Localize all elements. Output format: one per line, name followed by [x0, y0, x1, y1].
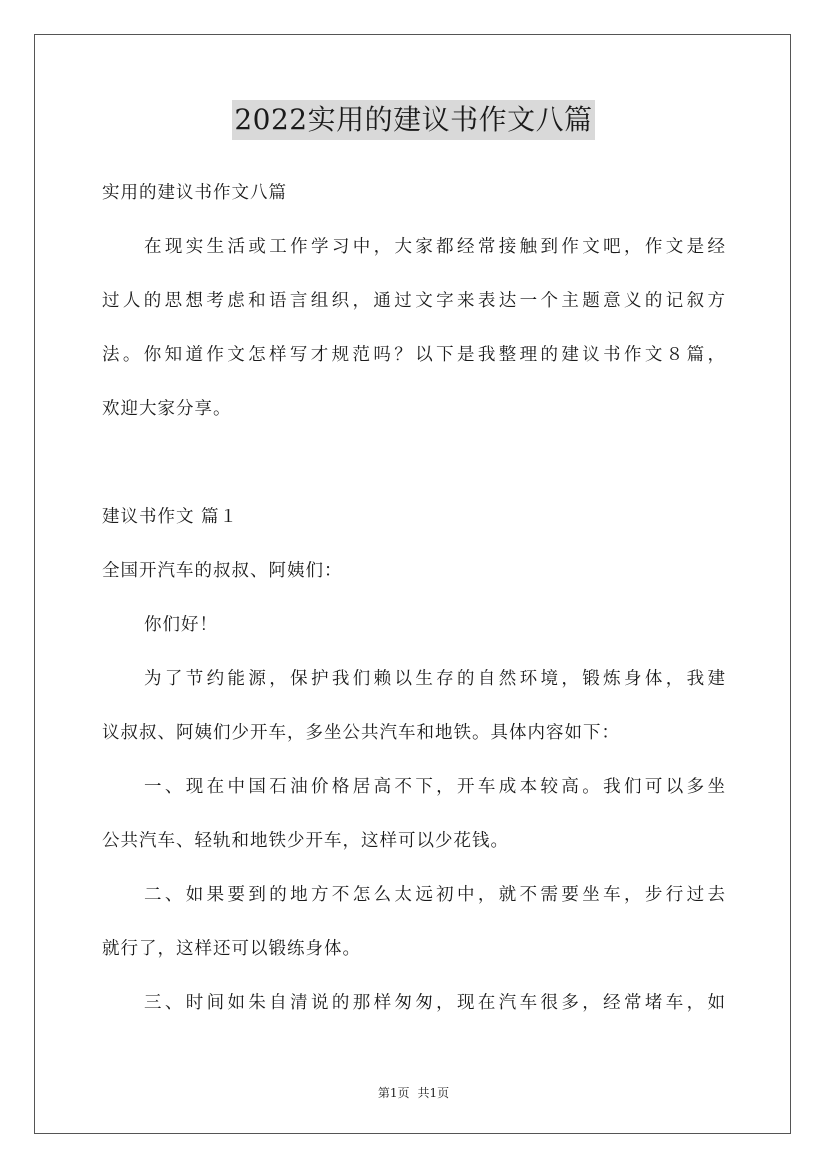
document-title-text: 2022实用的建议书作文八篇	[232, 100, 594, 140]
document-title	[0, 100, 827, 140]
point1-line-1: 一、现在中国石油价格居高不下，开车成本较高。我们可以多坐	[144, 777, 726, 797]
intro-line-4: 欢迎大家分享。	[102, 399, 232, 419]
point2-line-1: 二、如果要到的地方不怎么太远初中，就不需要坐车，步行过去	[144, 885, 726, 905]
point2-line-2: 就行了，这样还可以锻练身体。	[102, 939, 361, 959]
point1-line-2: 公共汽车、轻轨和地铁少开车，这样可以少花钱。	[102, 831, 509, 851]
section-heading: 建议书作文 篇１	[102, 507, 239, 527]
greeting: 你们好！	[144, 615, 218, 635]
page-total: 共1页	[417, 1086, 450, 1100]
page-footer	[0, 1084, 827, 1101]
subtitle: 实用的建议书作文八篇	[102, 183, 287, 203]
intro-line-3: 法。你知道作文怎样写才规范吗？以下是我整理的建议书作文８篇，	[102, 345, 726, 365]
point3-line-1: 三、时间如朱自清说的那样匆匆，现在汽车很多，经常堵车，如	[144, 993, 726, 1013]
document-body	[102, 170, 726, 1034]
paragraph1-line-2: 议叔叔、阿姨们少开车，多坐公共汽车和地铁。具体内容如下：	[102, 723, 620, 743]
intro-line-1: 在现实生活或工作学习中，大家都经常接触到作文吧，作文是经	[144, 237, 726, 257]
page-number: 第1页	[377, 1086, 410, 1100]
paragraph1-line-1: 为了节约能源，保护我们赖以生存的自然环境，锻炼身体，我建	[144, 669, 726, 689]
intro-line-2: 过人的思想考虑和语言组织，通过文字来表达一个主题意义的记叙方	[102, 291, 726, 311]
spacer	[102, 440, 726, 494]
salutation: 全国开汽车的叔叔、阿姨们：	[102, 561, 343, 581]
